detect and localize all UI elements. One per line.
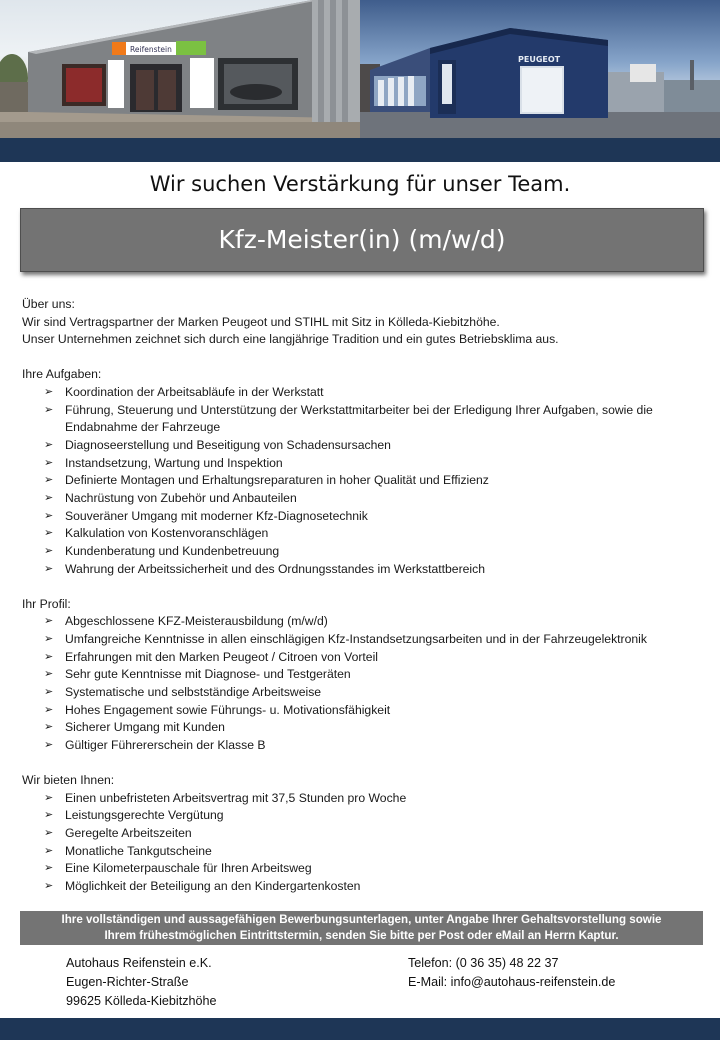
about-section <box>22 296 692 349</box>
arrow-bullet-icon: ➢ <box>44 862 54 875</box>
header-photos <box>0 0 720 138</box>
about-line: Unser Unternehmen zeichnet sich durch eine langjährige Tradition und ein gutes Betriebsklima aus. <box>22 332 559 347</box>
company-city: 99625 Kölleda-Kiebitzhöhe <box>66 994 217 1008</box>
list-item: ➢ Führung, Steuerung und Unterstützung der Werkstattmitarbeiter bei der Erledigung Ihrer Aufgaben, sowie die Endabnahme der Fahrzeuge <box>44 402 653 435</box>
list-item: ➢ Einen unbefristeten Arbeitsvertrag mit 37,5 Stunden pro Woche <box>44 790 692 808</box>
arrow-bullet-icon: ➢ <box>44 562 54 575</box>
arrow-bullet-icon: ➢ <box>44 474 54 487</box>
email-address[interactable]: E-Mail: info@autohaus-reifenstein.de <box>408 975 616 989</box>
company-street: Eugen-Richter-Straße <box>66 975 189 989</box>
arrow-bullet-icon: ➢ <box>44 438 54 451</box>
list-item: ➢ Souveräner Umgang mit moderner Kfz-Diagnosetechnik <box>44 508 692 526</box>
arrow-bullet-icon: ➢ <box>44 809 54 822</box>
arrow-bullet-icon: ➢ <box>44 686 54 699</box>
arrow-bullet-icon: ➢ <box>44 509 54 522</box>
list-item: ➢ Systematische und selbstständige Arbeitsweise <box>44 684 692 702</box>
tasks-heading: Ihre Aufgaben: <box>22 367 102 382</box>
offer-heading: Wir bieten Ihnen: <box>22 772 115 787</box>
list-item: ➢ Erfahrungen mit den Marken Peugeot / Citroen von Vorteil <box>44 649 692 667</box>
contact-info <box>408 954 615 992</box>
list-item: ➢ Eine Kilometerpauschale für Ihren Arbeitsweg <box>44 860 692 878</box>
showroom-photo <box>0 0 360 138</box>
list-item: ➢ Diagnoseerstellung und Beseitigung von Schadensursachen <box>44 437 692 455</box>
list-item: ➢ Nachrüstung von Zubehör und Anbauteilen <box>44 490 692 508</box>
about-line: Wir sind Vertragspartner der Marken Peugeot und STIHL mit Sitz in Kölleda-Kiebitzhöhe. <box>22 314 500 329</box>
company-name: Autohaus Reifenstein e.K. <box>66 956 212 970</box>
list-item: ➢ Gültiger Führererschein der Klasse B <box>44 737 692 755</box>
list-item: ➢ Kundenberatung und Kundenbetreuung <box>44 543 692 561</box>
notice-line: Ihrem frühestmöglichen Eintrittstermin, senden Sie bitte per Post oder eMail an Herrn Kaptur. <box>104 929 619 942</box>
list-item: ➢ Wahrung der Arbeitssicherheit und des Ordnungsstandes im Werkstattbereich <box>44 561 692 579</box>
list-item: ➢ Hohes Engagement sowie Führungs- u. Motivationsfähigkeit <box>44 702 692 720</box>
job-title: Kfz-Meister(in) (m/w/d) <box>218 225 506 254</box>
arrow-bullet-icon: ➢ <box>44 721 54 734</box>
arrow-bullet-icon: ➢ <box>44 668 54 681</box>
job-title-box <box>20 208 704 272</box>
tasks-section <box>22 366 692 578</box>
list-item: ➢ Koordination der Arbeitsabläufe in der Werkstatt <box>44 384 692 402</box>
arrow-bullet-icon: ➢ <box>44 650 54 663</box>
workshop-sign-text: PEUGEOT <box>518 55 561 64</box>
arrow-bullet-icon: ➢ <box>44 527 54 540</box>
list-item: ➢ Kalkulation von Kostenvoranschlägen <box>44 525 692 543</box>
top-band <box>0 138 720 162</box>
list-item: ➢ Definierte Montagen und Erhaltungsreparaturen in hoher Qualität und Effizienz <box>44 472 692 490</box>
showroom-illustration <box>0 0 360 138</box>
list-item: ➢ Instandsetzung, Wartung und Inspektion <box>44 455 692 473</box>
bottom-band <box>0 1018 720 1040</box>
arrow-bullet-icon: ➢ <box>44 739 54 752</box>
offer-list <box>44 790 692 896</box>
shop-sign-text: Reifenstein <box>130 45 172 54</box>
arrow-bullet-icon: ➢ <box>44 703 54 716</box>
list-item: ➢ Monatliche Tankgutscheine <box>44 843 692 861</box>
arrow-bullet-icon: ➢ <box>44 632 54 645</box>
about-heading: Über uns: <box>22 297 75 311</box>
arrow-bullet-icon: ➢ <box>44 456 54 469</box>
arrow-bullet-icon: ➢ <box>44 844 54 857</box>
arrow-bullet-icon: ➢ <box>44 492 54 505</box>
profile-list <box>44 613 692 755</box>
arrow-bullet-icon: ➢ <box>44 615 54 628</box>
arrow-bullet-icon: ➢ <box>44 880 54 893</box>
list-item: ➢ Leistungsgerechte Vergütung <box>44 807 692 825</box>
profile-section <box>22 596 692 755</box>
list-item: ➢ Sehr gute Kenntnisse mit Diagnose- und Testgeräten <box>44 666 692 684</box>
workshop-photo <box>360 0 720 138</box>
list-item: ➢ Geregelte Arbeitszeiten <box>44 825 692 843</box>
ad-content <box>22 296 692 913</box>
arrow-bullet-icon: ➢ <box>44 791 54 804</box>
offer-section <box>22 772 692 896</box>
list-item: ➢ Abgeschlossene KFZ-Meisterausbildung (m/w/d) <box>44 613 692 631</box>
arrow-bullet-icon: ➢ <box>44 403 54 416</box>
arrow-bullet-icon: ➢ <box>44 385 54 398</box>
notice-line: Ihre vollständigen und aussagefähigen Bewerbungsunterlagen, unter Angabe Ihrer Gehaltsvorstellung sowie <box>61 913 662 926</box>
page-headline: Wir suchen Verstärkung für unser Team. <box>149 172 571 196</box>
company-address <box>66 954 217 1011</box>
profile-heading: Ihr Profil: <box>22 596 71 611</box>
workshop-illustration <box>360 0 720 138</box>
tasks-list <box>44 384 692 579</box>
arrow-bullet-icon: ➢ <box>44 826 54 839</box>
list-item: ➢ Möglichkeit der Beteiligung an den Kindergartenkosten <box>44 878 692 896</box>
list-item: ➢ Sicherer Umgang mit Kunden <box>44 719 692 737</box>
arrow-bullet-icon: ➢ <box>44 545 54 558</box>
phone-number: Telefon: (0 36 35) 48 22 37 <box>408 956 559 970</box>
list-item: ➢ Umfangreiche Kenntnisse in allen einschlägigen Kfz-Instandsetzungsarbeiten und in der Fahrzeugelektronik <box>44 631 692 649</box>
application-notice <box>20 911 703 945</box>
